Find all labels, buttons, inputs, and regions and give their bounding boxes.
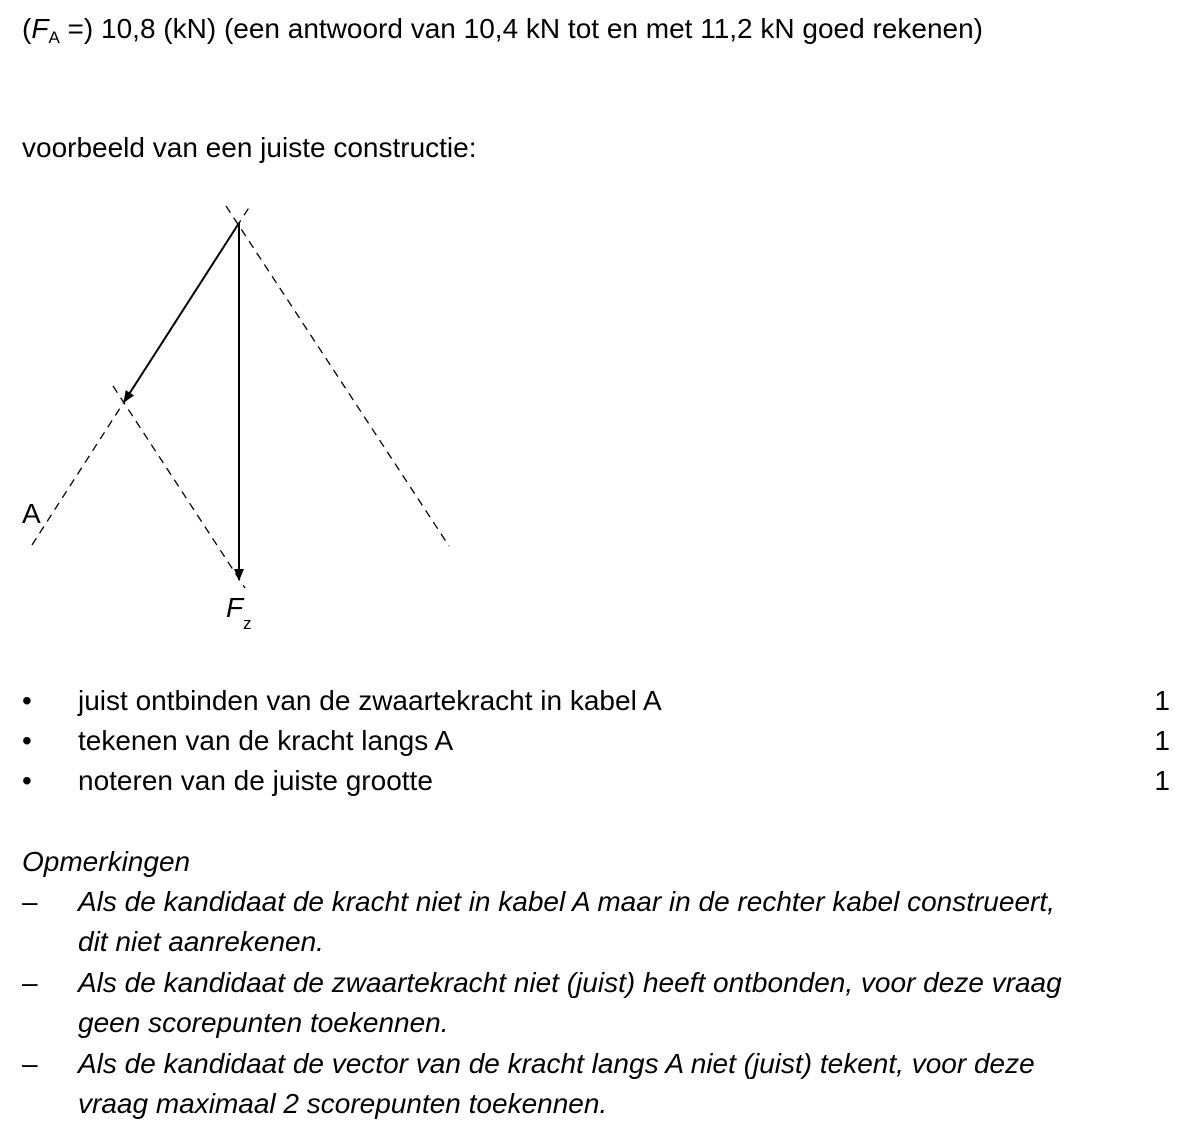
criterion-item bbox=[0, 721, 1180, 761]
criterion-item bbox=[0, 681, 1180, 721]
example-intro: voorbeeld van een juiste constructie: bbox=[22, 132, 477, 163]
bullet: • bbox=[22, 685, 32, 716]
criterion-points: 1 bbox=[1154, 765, 1170, 796]
bullet: • bbox=[22, 725, 32, 756]
scoring-criteria-list bbox=[0, 681, 1180, 801]
right-cable-dashed-line bbox=[226, 206, 449, 546]
note-text: Als de kandidaat de zwaartekracht niet (juist) heeft ontbonden, voor deze vraag geen scorepunten toekennen. bbox=[78, 967, 1062, 1038]
answer-open-paren: ( bbox=[22, 13, 32, 44]
criterion-text: tekenen van de kracht langs A bbox=[78, 725, 454, 756]
notes-list bbox=[0, 882, 1180, 1125]
note-text: Als de kandidaat de kracht niet in kabel A maar in de rechter kabel construeert, dit niet aanrekenen. bbox=[78, 886, 1055, 957]
criterion-points: 1 bbox=[1154, 685, 1170, 716]
note-dash: – bbox=[22, 886, 38, 917]
criterion-text: juist ontbinden van de zwaartekracht in kabel A bbox=[78, 685, 662, 716]
notes-heading: Opmerkingen bbox=[22, 846, 191, 877]
note-item bbox=[0, 963, 1180, 1044]
note-dash: – bbox=[22, 967, 38, 998]
criterion-points: 1 bbox=[1154, 725, 1170, 756]
bullet: • bbox=[22, 765, 32, 796]
cable-a-label: A bbox=[22, 498, 41, 529]
gravity-label-subscript: z bbox=[243, 614, 252, 633]
force-construction-diagram bbox=[0, 195, 480, 645]
answer-force-subscript: A bbox=[48, 28, 60, 47]
note-text: Als de kandidaat de vector van de kracht langs A niet (juist) tekent, voor deze vraag maximaal 2 scorepunten toekennen. bbox=[78, 1048, 1035, 1119]
gravity-label-symbol: F bbox=[226, 592, 244, 623]
note-dash: – bbox=[22, 1048, 38, 1079]
criterion-text: noteren van de juiste grootte bbox=[78, 765, 433, 796]
answer-force-symbol: F bbox=[31, 13, 49, 44]
cable-a-force-vector-arrow bbox=[124, 223, 239, 402]
note-item bbox=[0, 882, 1180, 963]
note-item bbox=[0, 1044, 1180, 1125]
parallel-construction-dashed-line bbox=[113, 386, 245, 588]
answer-line bbox=[22, 6, 1122, 52]
criterion-item bbox=[0, 761, 1180, 801]
answer-text: =) 10,8 (kN) (een antwoord van 10,4 kN tot en met 11,2 kN goed rekenen) bbox=[59, 13, 983, 44]
